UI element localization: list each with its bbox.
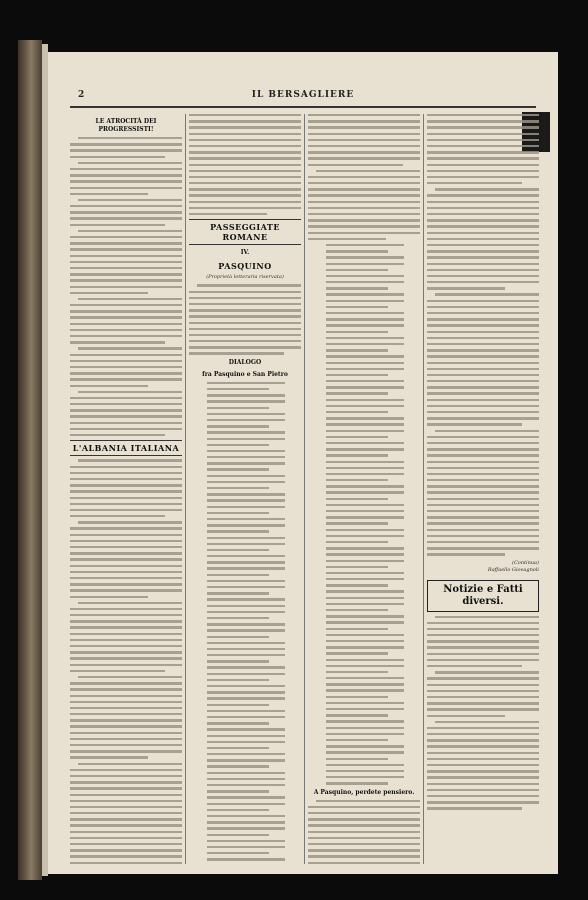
article-body	[189, 114, 301, 215]
column-2	[189, 114, 301, 864]
column-divider	[423, 114, 424, 864]
article-body	[427, 114, 539, 556]
column-1	[70, 114, 182, 864]
author-signature: Raffaello Giovagnoli	[487, 566, 539, 573]
chapter-number: IV.	[240, 249, 250, 257]
column-divider	[185, 114, 186, 864]
article-body	[308, 800, 420, 864]
column-divider	[304, 114, 305, 864]
article-heading-albania: L'ALBANIA ITALIANA	[70, 440, 182, 456]
page-number: 2	[78, 90, 86, 100]
book-binding	[18, 40, 42, 880]
chapter-subtitle: (Proprietà letteraria riservata)	[206, 274, 284, 281]
newspaper-page	[48, 52, 558, 874]
masthead	[48, 90, 558, 104]
article-body	[308, 114, 420, 240]
article-heading-passeggiate: PASSEGGIATE ROMANE	[189, 219, 301, 245]
section-heading-notizie: Notizie e Fatti diversi.	[443, 583, 523, 607]
newspaper-title: IL BERSAGLIERE	[251, 90, 355, 100]
chapter-title: PASQUINO	[218, 261, 272, 272]
article-body	[189, 284, 301, 354]
article-body	[70, 459, 182, 864]
article-heading-atrocita: LE ATROCITÀ DEI PROGRESSISTI!	[95, 118, 157, 133]
continues-note: (Continua)	[512, 559, 539, 566]
verse-body	[308, 244, 420, 785]
article-heading-pasquino: A Pasquino, perdete pensiero.	[313, 788, 415, 796]
column-3	[308, 114, 420, 864]
article-body	[70, 137, 182, 436]
masthead-rule	[70, 106, 536, 108]
column-4	[427, 114, 539, 864]
verse-body	[189, 382, 301, 864]
dialogue-heading: DIALOGO	[228, 358, 262, 366]
dialogue-subheading: fra Pasquino e San Pietro	[202, 370, 288, 378]
section-box	[427, 580, 539, 612]
article-body	[427, 616, 539, 810]
